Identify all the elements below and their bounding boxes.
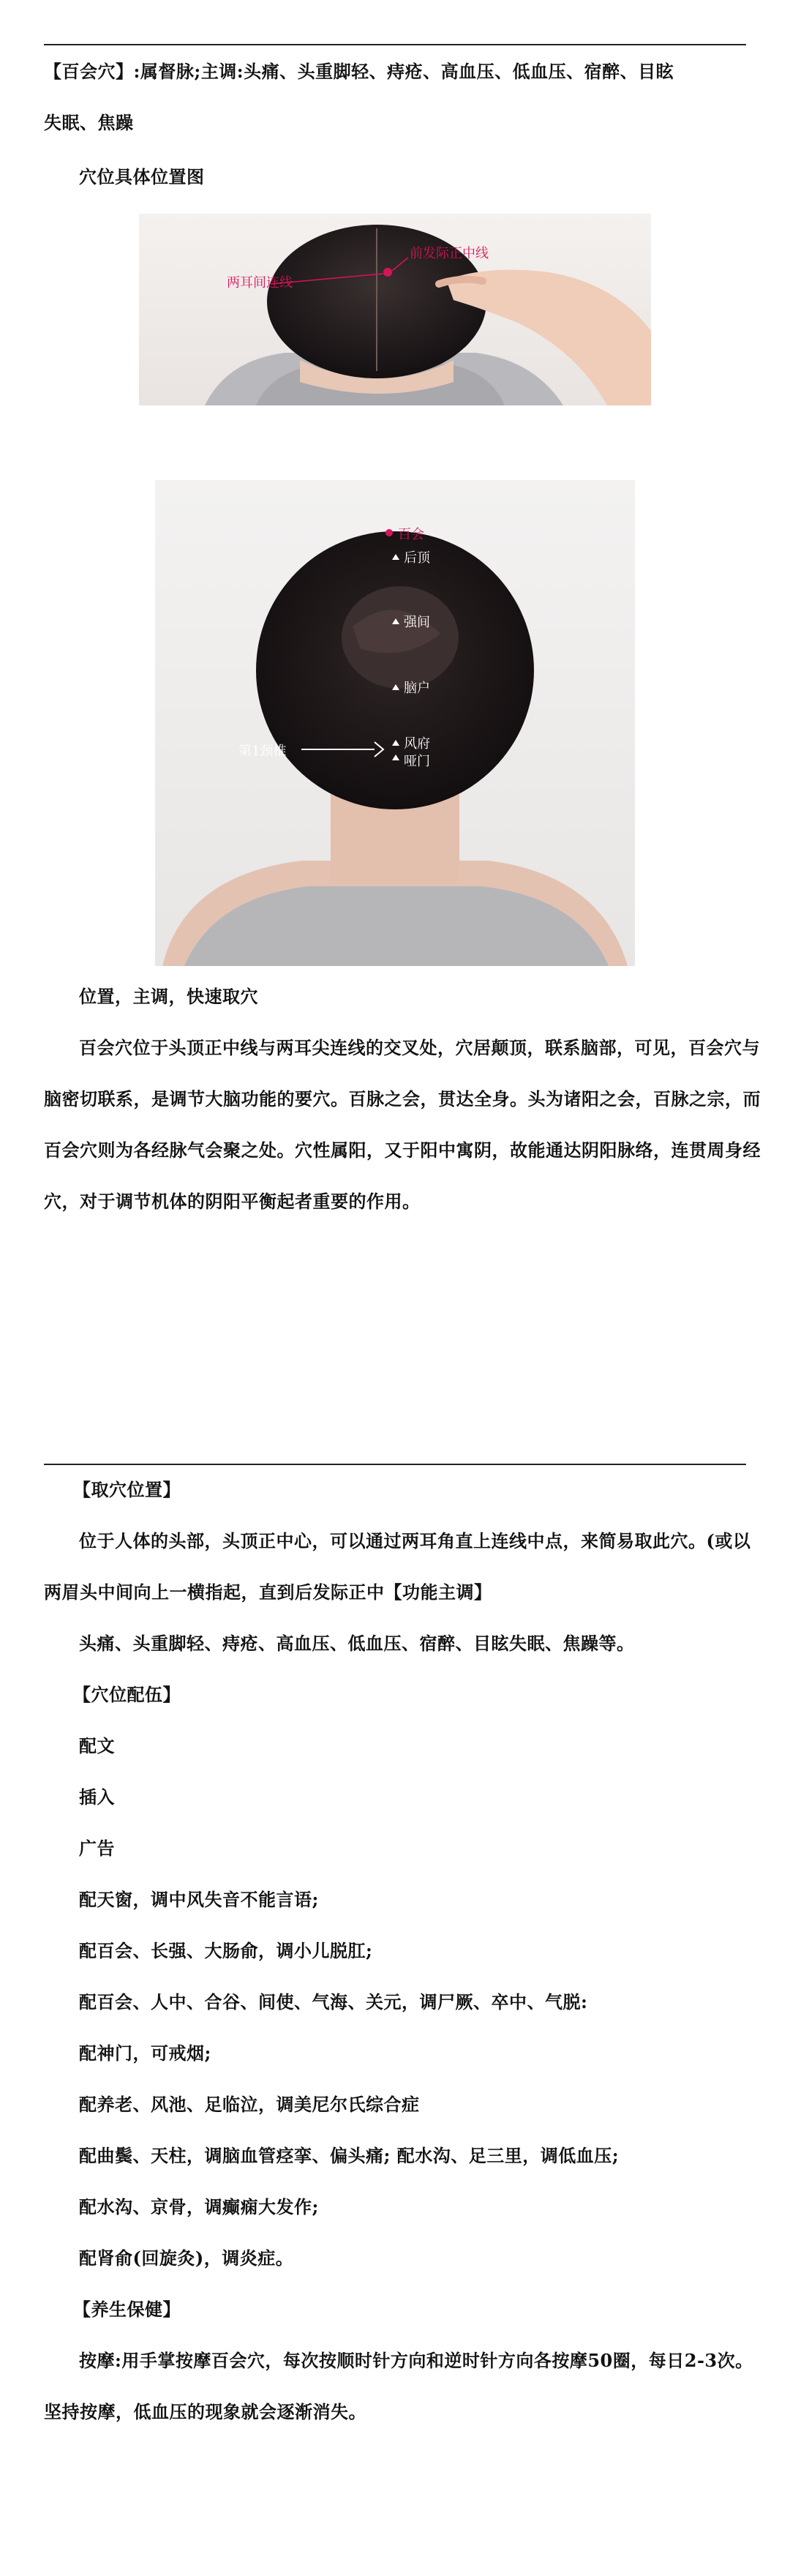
label-front-midline: 前发际正中线 — [410, 246, 489, 261]
page1-top-rule — [44, 44, 746, 45]
paragraph-line-2: 脑密切联系，是调节大脑功能的要穴。百脉之会，贯达全身。头为诸阳之会，百脉之宗，而 — [44, 1088, 761, 1109]
heading-location: 【取穴位置】 — [73, 1479, 181, 1500]
label-first-cervical: 第1颈椎 — [238, 744, 287, 759]
text-line: 头痛、头重脚轻、痔疮、高血压、低血压、宿醉、目眩失眠、焦躁等。 — [79, 1633, 635, 1654]
text-line: 配水沟、京骨，调癫痫大发作; — [79, 2196, 319, 2217]
section-heading: 位置，主调，快速取穴 — [79, 986, 258, 1007]
text-line: 配百会、长强、大肠俞，调小儿脱肛; — [79, 1940, 373, 1961]
text-line: 配文 — [79, 1735, 115, 1756]
text-line: 配百会、人中、合谷、间使、气海、关元，调尸厥、卒中、气脱: — [79, 1991, 588, 2012]
label-houding: 后顶 — [404, 550, 430, 566]
page2-top-rule — [44, 1464, 746, 1465]
text-line: 广告 — [79, 1838, 115, 1859]
heading-health-care: 【养生保健】 — [73, 2299, 181, 2320]
label-yamen: 哑门 — [404, 754, 430, 769]
label-ear-line: 两耳间连线 — [227, 275, 293, 291]
text-line: 按摩:用手掌按摩百会穴，每次按顺时针方向和逆时针方向各按摩50圈，每日2-3次。 — [79, 2350, 753, 2371]
figure-heading: 穴位具体位置图 — [79, 166, 205, 187]
text-line: 坚持按摩，低血压的现象就会逐渐消失。 — [44, 2401, 366, 2422]
page-title-cont: 失眠、焦躁 — [44, 112, 134, 133]
text-line: 配曲鬓、天柱，调脑血管痉挛、偏头痛; 配水沟、足三里，调低血压; — [79, 2145, 620, 2166]
text-line: 配神门，可戒烟; — [79, 2043, 211, 2064]
label-fengfu: 风府 — [404, 736, 430, 752]
heading-compatibility: 【穴位配伍】 — [73, 1684, 181, 1705]
back-head-photo — [155, 480, 635, 966]
paragraph-line-3: 百会穴则为各经脉气会聚之处。穴性属阳，又于阳中寓阴，故能通达阴阳脉络，连贯周身经 — [44, 1139, 761, 1161]
text-line: 位于人体的头部，头顶正中心，可以通过两耳角直上连线中点，来简易取此穴。(或以 — [79, 1530, 751, 1551]
text-line: 插入 — [79, 1786, 115, 1808]
label-baihui: 百会 — [398, 527, 424, 542]
text-line: 两眉头中间向上一横指起，直到后发际正中【功能主调】 — [44, 1581, 492, 1603]
label-qiangjian: 强间 — [404, 615, 430, 630]
text-line: 配肾俞(回旋灸)，调炎症。 — [79, 2247, 294, 2269]
paragraph-line-1: 百会穴位于头顶正中线与两耳尖连线的交叉处，穴居颠顶，联系脑部，可见，百会穴与 — [79, 1037, 760, 1058]
text-line: 配养老、风池、足临泣，调美尼尔氏综合症 — [79, 2094, 420, 2115]
text-line: 配天窗，调中风失音不能言语; — [79, 1889, 319, 1910]
label-naohu: 脑户 — [404, 681, 430, 696]
paragraph-line-4: 穴，对于调节机体的阴阳平衡起者重要的作用。 — [44, 1191, 421, 1212]
top-head-photo — [139, 214, 651, 405]
page-title: 【百会穴】:属督脉;主调:头痛、头重脚轻、痔疮、高血压、低血压、宿醉、目眩 — [44, 61, 674, 82]
